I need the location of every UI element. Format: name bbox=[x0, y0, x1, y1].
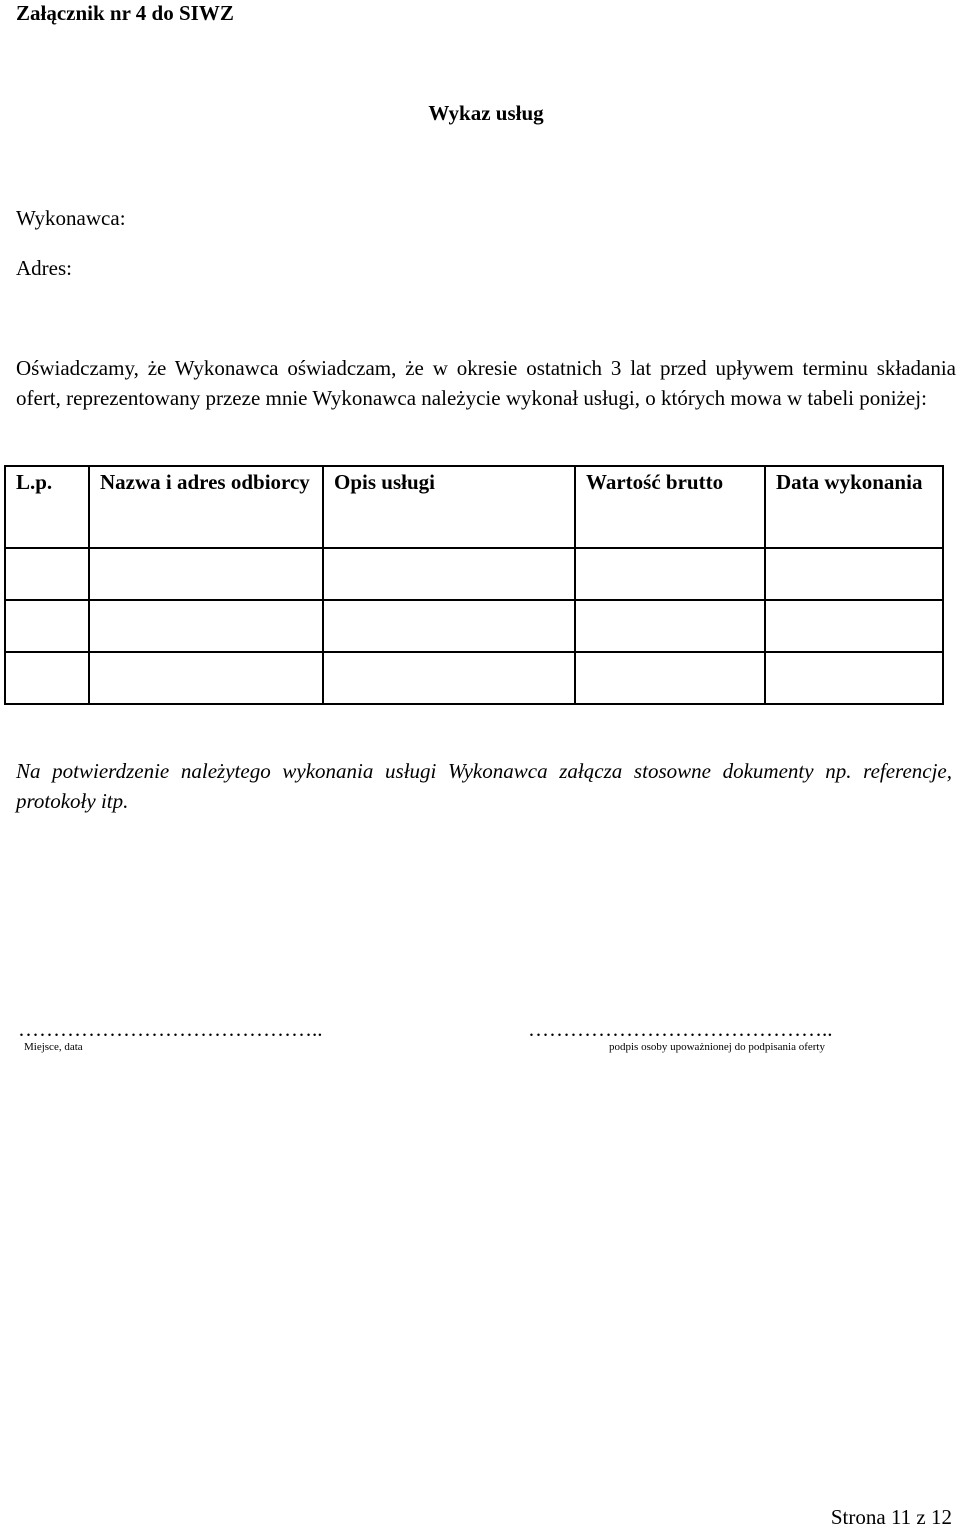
table-cell bbox=[5, 600, 89, 652]
annex-label: Załącznik nr 4 do SIWZ bbox=[16, 1, 234, 25]
header-service-description: Opis usługi bbox=[323, 466, 575, 548]
header-recipient: Nazwa i adres odbiorcy bbox=[89, 466, 323, 548]
header-completion-date: Data wykonania bbox=[765, 466, 943, 548]
signature-caption: podpis osoby upoważnionej do podpisania oferty bbox=[609, 1041, 825, 1053]
page-number: Strona 11 z 12 bbox=[830, 1505, 952, 1529]
address-label: Adres: bbox=[16, 256, 72, 280]
table-cell bbox=[89, 548, 323, 600]
services-table bbox=[4, 465, 944, 705]
confirmation-note: Na potwierdzenie należytego wykonania usługi Wykonawca załącza stosowne dokumenty np. referencje, protokoły itp. bbox=[16, 759, 952, 813]
table-cell bbox=[765, 548, 943, 600]
table-cell bbox=[323, 548, 575, 600]
signature-line: …………………………………….. bbox=[528, 1017, 833, 1041]
place-date-line: …………………………………….. bbox=[18, 1017, 323, 1041]
table-header-row bbox=[5, 466, 943, 548]
table-cell bbox=[5, 652, 89, 704]
statement-paragraph: Oświadczamy, że Wykonawca oświadczam, że w okresie ostatnich 3 lat przed upływem terminu składania ofert, reprezentowany przeze mnie Wykonawca należycie wykonał usługi, o których mowa w tabeli poniżej: bbox=[16, 356, 956, 410]
table-cell bbox=[575, 600, 765, 652]
table-cell bbox=[323, 652, 575, 704]
table-cell bbox=[89, 652, 323, 704]
document-title: Wykaz usług bbox=[428, 101, 544, 125]
table-row bbox=[5, 652, 943, 704]
header-gross-value: Wartość brutto bbox=[575, 466, 765, 548]
table-cell bbox=[765, 652, 943, 704]
table-cell bbox=[5, 548, 89, 600]
table-cell bbox=[323, 600, 575, 652]
table-cell bbox=[575, 652, 765, 704]
place-date-caption: Miejsce, data bbox=[24, 1041, 83, 1053]
contractor-label: Wykonawca: bbox=[16, 206, 126, 230]
header-lp: L.p. bbox=[5, 466, 89, 548]
table-row bbox=[5, 548, 943, 600]
table-row bbox=[5, 600, 943, 652]
table-cell bbox=[575, 548, 765, 600]
table-cell bbox=[89, 600, 323, 652]
table-cell bbox=[765, 600, 943, 652]
